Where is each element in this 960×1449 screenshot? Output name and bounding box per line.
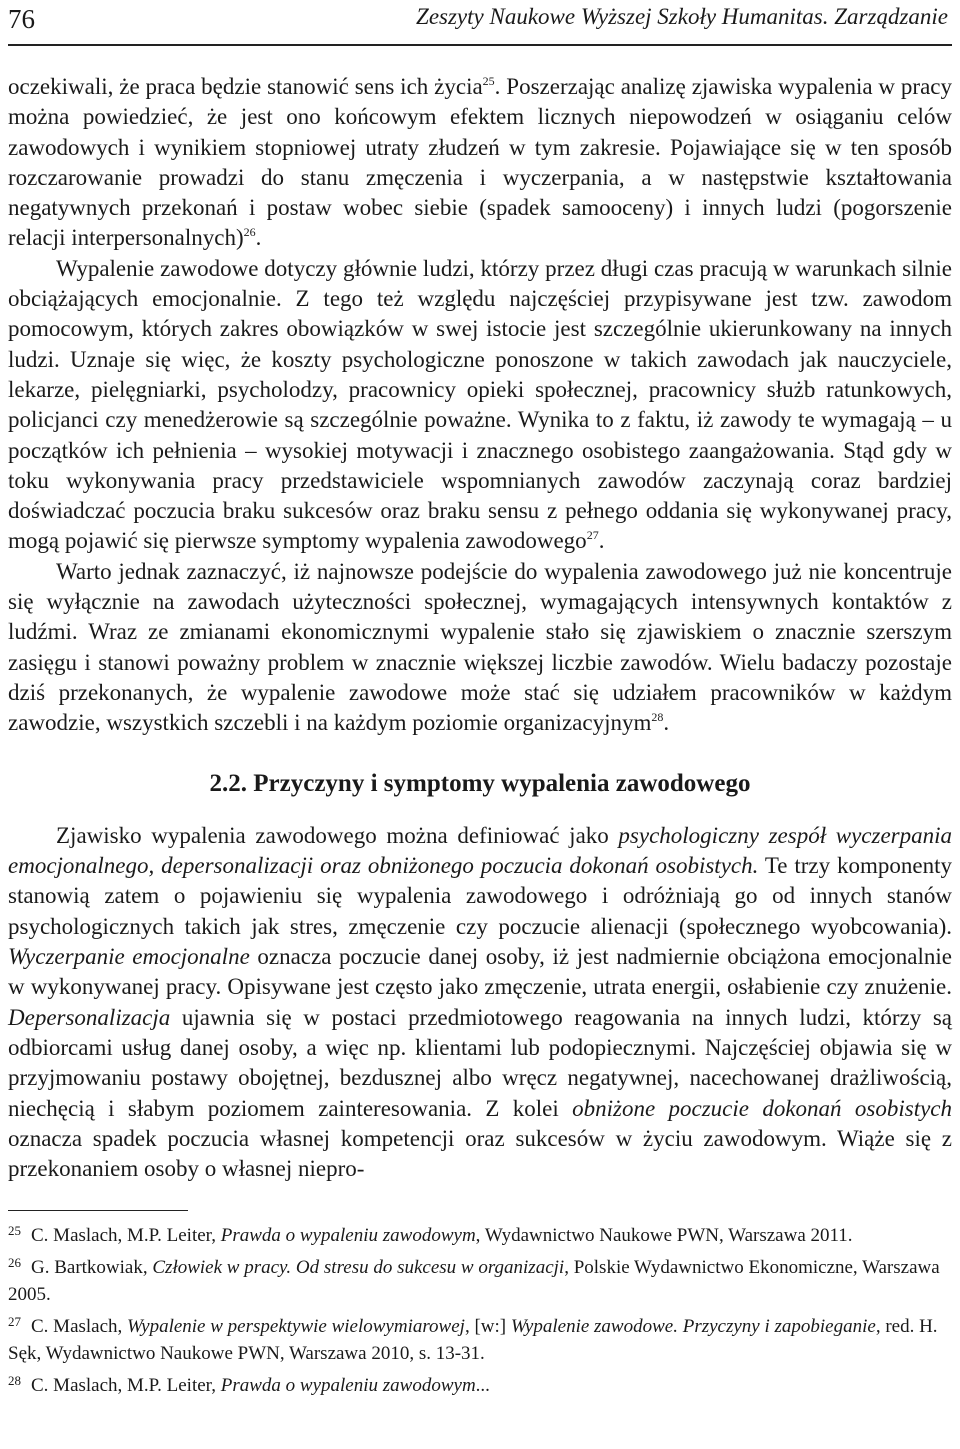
footnote-number: 27 [8,1314,21,1330]
footnote-number: 25 [8,1223,21,1239]
paragraph-3-text-b: . [663,710,670,736]
footnote-ref-26[interactable]: 26 [243,225,256,240]
paragraph-1-text-c: . [255,225,262,251]
footnote-publisher: , Wydawnictwo Naukowe PWN, Warszawa 2011. [475,1225,853,1247]
paragraph-2-text-b: . [598,528,605,554]
footnote-title: Wypalenie w perspektywie wielowymiarowej [127,1316,465,1338]
paragraph-4-italic-3: Depersonalizacja [8,1004,171,1030]
paragraph-4-italic-4: obniżone poczucie dokonań osobistych [572,1095,952,1121]
footnote-ref-27[interactable]: 27 [586,528,599,543]
journal-title: Zeszyty Naukowe Wyższej Szkoły Humanitas. Zarządzanie [416,4,948,29]
footnote-number: 26 [8,1255,21,1271]
footnotes [8,1217,952,1399]
footnote-title: Człowiek w pracy. Od stresu do sukcesu w organizacji [152,1257,565,1279]
paragraph-4-text-2: Te trzy komponenty stanowią zatem o pojawieniu się wypalenia zawodowego i odróżniają go od innych stanów psychologicznych takich jak stres, zmęczenie czy poczucie alienacji (społecznego wyobcowania). [8,853,953,939]
footnote-author: C. Maslach, M.P. Leiter, [31,1225,221,1247]
paragraph-1-text-a: oczekiwali, że praca będzie stanowić sens ich życia [8,74,483,99]
page-number: 76 [8,4,35,34]
footnote-27 [8,1308,952,1367]
paragraph-4-text-4: ujawnia się w postaci przedmiotowego reagowania na innych ludzi, którzy są odbiorcami usług danej osoby, a więc np. klientami lub podopiecznymi. Najczęściej objawia się w przyjmowaniu postawy obojętnej, bezdusznej albo wręcz negatywnej, nacechowanej drażliwością, niechęcią i słabym poziomem zainteresowania. Z kolei [8,1004,952,1121]
footnote-ref-28[interactable]: 28 [651,710,664,725]
paragraph-1 [8,72,952,254]
footnote-publisher: ... [475,1375,490,1397]
paragraph-4-italic-2: Wyczerpanie emocjonalne [8,944,250,970]
footnote-divider [8,1210,188,1211]
footnote-publisher: , Polskie Wydawnictwo Ekonomiczne, Warszawa 2005. [8,1257,940,1306]
footnote-author: C. Maslach, [31,1316,128,1338]
running-header [8,0,952,46]
footnote-25 [8,1217,952,1249]
paragraph-3-text-a: Warto jednak zaznaczyć, iż najnowsze podejście do wypalenia zawodowego już nie koncentruje się wyłącznie na zawodach użyteczności społecznej, wymagających intensywnych kontaktów z ludźmi. Wraz ze zmianami ekonomicznymi wypalenie stało się zjawiskiem o znacznie szerszym zasięgu i stanowi poważny problem w znacznie większej liczbie zawodów. Wielu badaczy pozostaje dziś przekonanych, że wypalenie zawodowe może stać się udziałem pracowników w każdym zawodzie, wszystkich szczebli i na każdym poziomie organizacyjnym [8,558,952,736]
footnote-author: G. Bartkowiak, [31,1257,153,1279]
footnote-ref-25[interactable]: 25 [482,74,495,88]
paragraph-4-text-3: oznacza poczucie danej osoby, iż jest nadmiernie obciążona emocjonalnie w wykonywanej pracy. Opisywane jest często jako zmęczenie, utrata energii, osłabienie czy znużenie. [8,944,952,1000]
footnote-author: C. Maslach, M.P. Leiter, [31,1375,221,1397]
paragraph-2-text-a: Wypalenie zawodowe dotyczy głównie ludzi, którzy przez długi czas pracują w warunkach silnie obciążających emocjonalnie. Z tego też względu najczęściej przypisywane jest tzw. zawodom pomocowym, których zakres obowiązków w swej istocie jest szczególnie ukierunkowany na innych ludzi. Uznaje się więc, że koszty psychologiczne ponoszone w takich zawodach jak nauczyciele, lekarze, pielęgniarki, psycholodzy, pracownicy opieki społecznej, pracownicy służb ratunkowych, policjanci czy menedżerowie są szczególnie poważne. Wynika to z faktu, iż zawody te wymagają – u początków ich pełnienia – wysokiej motywacji i znacznego osobistego zaangażowania. Stąd gdy w toku wykonywania pracy przedstawiciele wspomnianych zawodów zaczynają coraz bardziej doświadczać poczucia braku sukcesów oraz braku sensu z pełnego oddania się wykonywanej pracy, mogą pojawić się pierwsze symptomy wypalenia zawodowego [8,255,952,554]
footnote-number: 28 [8,1373,21,1389]
footnote-volume-title: Wypalenie zawodowe. Przyczyny i zapobieganie [510,1316,876,1338]
footnote-title: Prawda o wypaleniu zawodowym [220,1225,476,1247]
paragraph-4-text-1: Zjawisko wypalenia zawodowego można definiować jako [56,822,619,848]
footnote-26 [8,1249,952,1308]
section-heading: 2.2. Przyczyny i symptomy wypalenia zawodowego [209,769,751,797]
paragraph-3 [8,557,952,739]
footnote-connector: , [w:] [464,1316,511,1338]
paragraph-1-text-b: . Poszerzając analizę zjawiska wypalenia w pracy można powiedzieć, że jest ono końcowym efektem licznych niepowodzeń w osiąganiu celów zawodowych i wynikiem stopniowej utraty złudzeń w tym zakresie. Pojawiające się w ten sposób rozczarowanie prowadzi do stanu zmęczenia i wyczerpania, a w następstwie kształtowania negatywnych przekonań i postaw wobec siebie (spadek samooceny) i innych ludzi (pogorszenie relacji interpersonalnych) [8,74,952,251]
paragraph-4-italic-1: psychologiczny zespół wyczerpania emocjonalnego, depersonalizacji oraz obniżonego poczucia dokonań osobistych. [8,822,952,879]
footnote-28 [8,1367,952,1399]
footnote-publisher: , red. H. Sęk, Wydawnictwo Naukowe PWN, Warszawa 2010, s. 13-31. [8,1316,938,1365]
footnote-title: Prawda o wypaleniu zawodowym [220,1375,476,1397]
paragraph-4-text-5: oznacza spadek poczucia własnej kompetencji oraz sukcesów w życiu zawodowym. Wiąże się z przekonaniem osoby o własnej niepro- [8,1125,952,1182]
body-text [8,72,952,1184]
paragraph-4 [8,821,952,1185]
paragraph-2 [8,254,952,557]
